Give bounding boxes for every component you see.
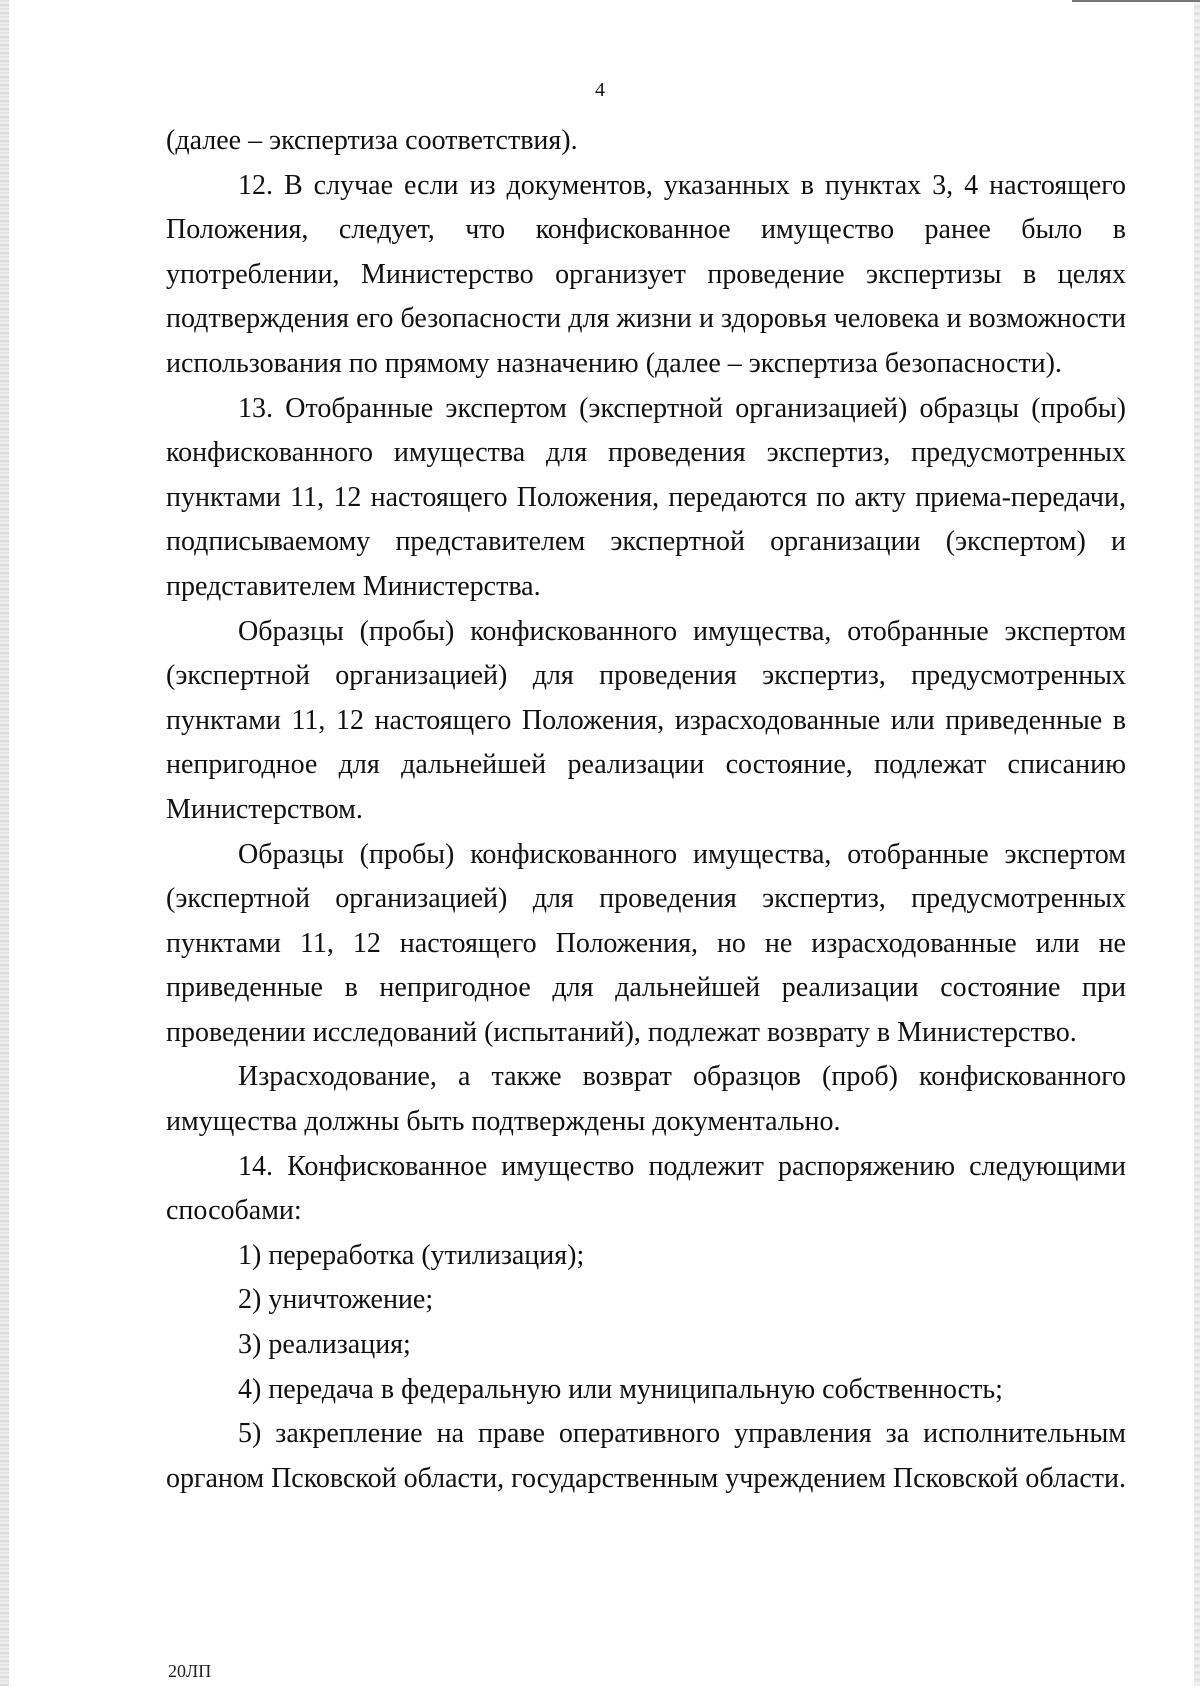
page-number: 4 (595, 79, 605, 101)
list-item-2: 2) уничтожение; (238, 1284, 434, 1316)
list-item-1: 1) переработка (утилизация); (238, 1239, 585, 1271)
paragraph-item-14: 14. Конфискованное имущество подлежит распоряжению следующими способами: (166, 1150, 1126, 1227)
list-item-5: 5) закрепление на праве оперативного управления за исполнительным органом Псковской области, государственным учреждением Псковской области. (166, 1418, 1126, 1494)
scan-line-top (1072, 0, 1200, 2)
paragraph-item-13: 13. Отобранные экспертом (экспертной организацией) образцы (пробы) конфискованного имущества для проведения экспертиз, предусмотренных пунктами 11, 12 настоящего Положения, передаются по акту приема-передачи, подписываемому представителем экспертной организации (экспертом) и представителем Министерства. (166, 392, 1126, 602)
paragraph-item-12: 12. В случае если из документов, указанных в пунктах 3, 4 настоящего Положения, следует, что конфискованное имущество ранее было в употреблении, Министерство организует проведение экспертизы в целях подтверждения его безопасности для жизни и здоровья человека и возможности использования по прямому назначению (далее – экспертиза безопасности). (166, 169, 1126, 379)
paragraph-samples-written-off: Образцы (пробы) конфискованного имущества, отобранные экспертом (экспертной организацией) для проведения экспертиз, предусмотренных пунктами 11, 12 настоящего Положения, израсходованные или приведенные в непригодное для дальнейшей реализации состояние, подлежат списанию Министерством. (166, 615, 1126, 825)
scan-edge-right (1194, 0, 1200, 1686)
footer-code: 20ЛП (168, 1661, 212, 1681)
document-body (166, 119, 1126, 1501)
paragraph-continuation: (далее – экспертиза соответствия). (166, 125, 578, 156)
paragraph-samples-returned: Образцы (пробы) конфискованного имущества, отобранные экспертом (экспертной организацией) для проведения экспертиз, предусмотренных пунктами 11, 12 настоящего Положения, но не израсходованные или не приведенные в непригодное для дальнейшей реализации состояние при проведении исследований (испытаний), подлежат возврату в Министерство. (166, 838, 1126, 1048)
list-item-3: 3) реализация; (238, 1329, 411, 1361)
list-item-4: 4) передача в федеральную или муниципальную собственность; (238, 1373, 1003, 1405)
scan-edge-left (0, 0, 9, 1686)
paragraph-documented: Израсходование, а также возврат образцов (проб) конфискованного имущества должны быть подтверждены документально. (166, 1061, 1126, 1138)
